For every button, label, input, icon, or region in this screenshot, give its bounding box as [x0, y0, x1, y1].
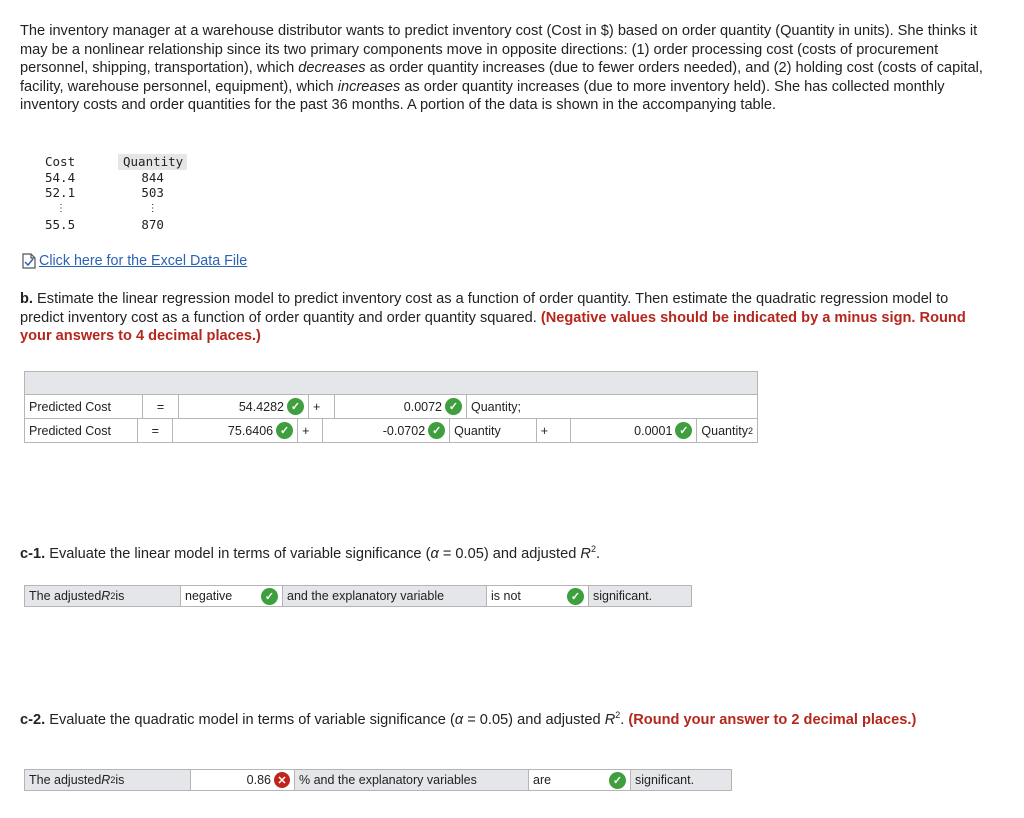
header-cost: Cost — [45, 154, 76, 169]
quadratic-coef1-input[interactable]: -0.0702 ✓ — [323, 419, 450, 442]
table-ellipsis-row: ⋮ ⋮ — [56, 202, 158, 214]
part-c2-prompt: c-2. Evaluate the quadratic model in terms of variable significance (α = 0.05) and adjusted $R^2$. (Round your answer to 2 decimal places.) — [20, 710, 917, 728]
c2-r2-input[interactable]: 0.86 ✕ — [191, 770, 295, 790]
linear-label: Predicted Cost — [25, 395, 143, 418]
c2-lead: The adjusted R 2 is — [25, 770, 191, 790]
equals-sign: = — [143, 395, 179, 418]
equations-header — [25, 372, 757, 395]
c1-r2-select[interactable]: negative ✓ — [181, 586, 283, 606]
part-c1-prompt: c-1. Evaluate the linear model in terms of variable significance (α = 0.05) and adjusted $R^2$. — [20, 544, 601, 562]
plus-sign: + — [298, 419, 323, 442]
data-table — [42, 154, 187, 232]
check-icon: ✓ — [567, 588, 584, 605]
c1-answer-row — [24, 585, 692, 607]
check-icon: ✓ — [445, 398, 462, 415]
quadratic-label: Predicted Cost — [25, 419, 138, 442]
equals-sign: = — [138, 419, 173, 442]
table-row: 55.5 870 — [45, 216, 164, 232]
excel-data-link[interactable] — [22, 253, 247, 269]
file-icon — [22, 253, 36, 269]
c2-answer-row — [24, 769, 732, 791]
plus-sign: + — [537, 419, 571, 442]
quadratic-variable-2: Quantity 2 — [701, 423, 753, 438]
quadratic-variable-1: Quantity — [450, 419, 537, 442]
table-row: 54.4 844 — [45, 169, 164, 185]
linear-variable: Quantity; — [471, 399, 522, 414]
problem-intro: The inventory manager at a warehouse distributor wants to predict inventory cost (Cost in $) based on order quantity (Quantity in units). She thinks it may be a nonlinear relationship since its two primary components move in opposite directions: (1) order processing cost (costs of procurement personnel, shipping, transportation), which decreases as order quantity increases (due to fewer orders needed), and (2) holding cost (costs of capital, facility, warehouse personnel, equipment), which increases as order quantity increases (due to more inventory held). She has collected monthly inventory costs and order quantities for the past 36 months. A portion of the data is shown in the accompanying table. — [20, 23, 983, 114]
table-row: 52.1 503 — [45, 185, 164, 200]
quadratic-coef2-input[interactable]: 0.0001 ✓ — [571, 419, 698, 442]
c2-significance-select[interactable]: are ✓ — [529, 770, 631, 790]
linear-slope-input[interactable]: 0.0072 ✓ — [335, 395, 467, 418]
check-icon: ✓ — [609, 772, 626, 789]
c2-mid: % and the explanatory variables — [295, 770, 529, 790]
c1-tail: significant. — [589, 586, 691, 606]
quadratic-equation-row — [25, 418, 757, 442]
check-icon: ✓ — [675, 422, 692, 439]
header-quantity: Quantity — [118, 154, 187, 170]
plus-sign: + — [309, 395, 335, 418]
c1-mid: and the explanatory variable — [283, 586, 487, 606]
linear-intercept-input[interactable]: 54.4282 ✓ — [179, 395, 309, 418]
check-icon: ✓ — [428, 422, 445, 439]
check-icon: ✓ — [276, 422, 293, 439]
c2-tail: significant. — [631, 770, 731, 790]
regression-equations — [24, 371, 758, 443]
excel-link-text[interactable]: Click here for the Excel Data File — [39, 253, 248, 269]
check-icon: ✓ — [261, 588, 278, 605]
quadratic-intercept-input[interactable]: 75.6406 ✓ — [173, 419, 298, 442]
linear-equation-row — [25, 395, 757, 418]
c1-significance-select[interactable]: is not ✓ — [487, 586, 589, 606]
check-icon: ✓ — [287, 398, 304, 415]
cross-icon: ✕ — [274, 772, 290, 788]
part-b-prompt: b. Estimate the linear regression model to predict inventory cost as a function of order quantity. Then estimate the quadratic regression model to predict inventory cost as a function of order quantity and order quantity squared. (Negative values should be indicated by a minus sign. Round your answers to 4 decimal places.) — [20, 291, 966, 345]
c1-lead: The adjusted R 2 is — [25, 586, 181, 606]
